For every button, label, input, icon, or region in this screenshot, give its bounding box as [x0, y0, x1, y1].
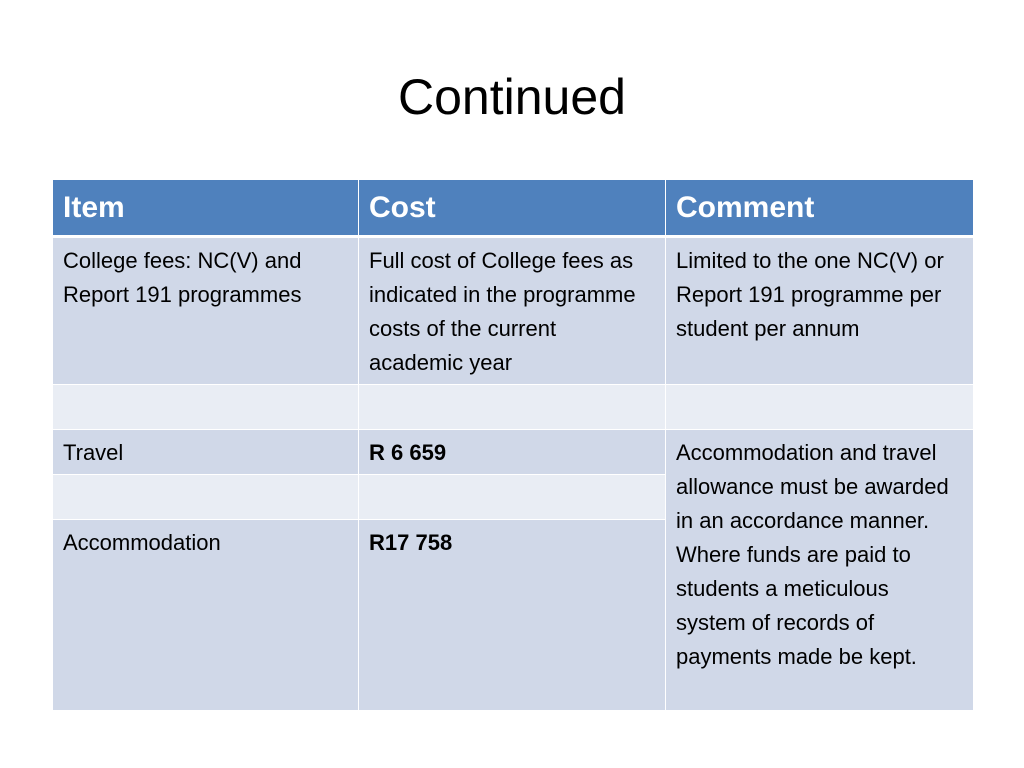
cell-accommodation-item: Accommodation — [53, 520, 359, 711]
cell-fees-cost: Full cost of College fees as indicated in the programme costs of the current academic year — [359, 237, 666, 385]
cell-travel-accommodation-comment: Accommodation and travel allowance must be awarded in an accordance manner. Where funds are paid to students a meticulous system of records of payments made be kept. — [666, 430, 974, 711]
empty-cell — [359, 385, 666, 430]
slide-title: Continued — [398, 69, 626, 125]
cost-table — [52, 179, 974, 711]
header-cost: Cost — [359, 180, 666, 237]
cell-fees-item: College fees: NC(V) and Report 191 programmes — [53, 237, 359, 385]
cell-fees-comment: Limited to the one NC(V) or Report 191 programme per student per annum — [666, 237, 974, 385]
cell-travel-item: Travel — [53, 430, 359, 475]
empty-cell — [666, 385, 974, 430]
table-header-row — [53, 180, 974, 237]
table-row-college-fees — [53, 237, 974, 385]
cell-accommodation-cost: R17 758 — [359, 520, 666, 711]
header-item: Item — [53, 180, 359, 237]
empty-cell — [359, 475, 666, 520]
header-comment: Comment — [666, 180, 974, 237]
empty-cell — [53, 385, 359, 430]
cell-travel-cost: R 6 659 — [359, 430, 666, 475]
table-row-travel — [53, 430, 974, 475]
table-row-empty — [53, 385, 974, 430]
empty-cell — [53, 475, 359, 520]
